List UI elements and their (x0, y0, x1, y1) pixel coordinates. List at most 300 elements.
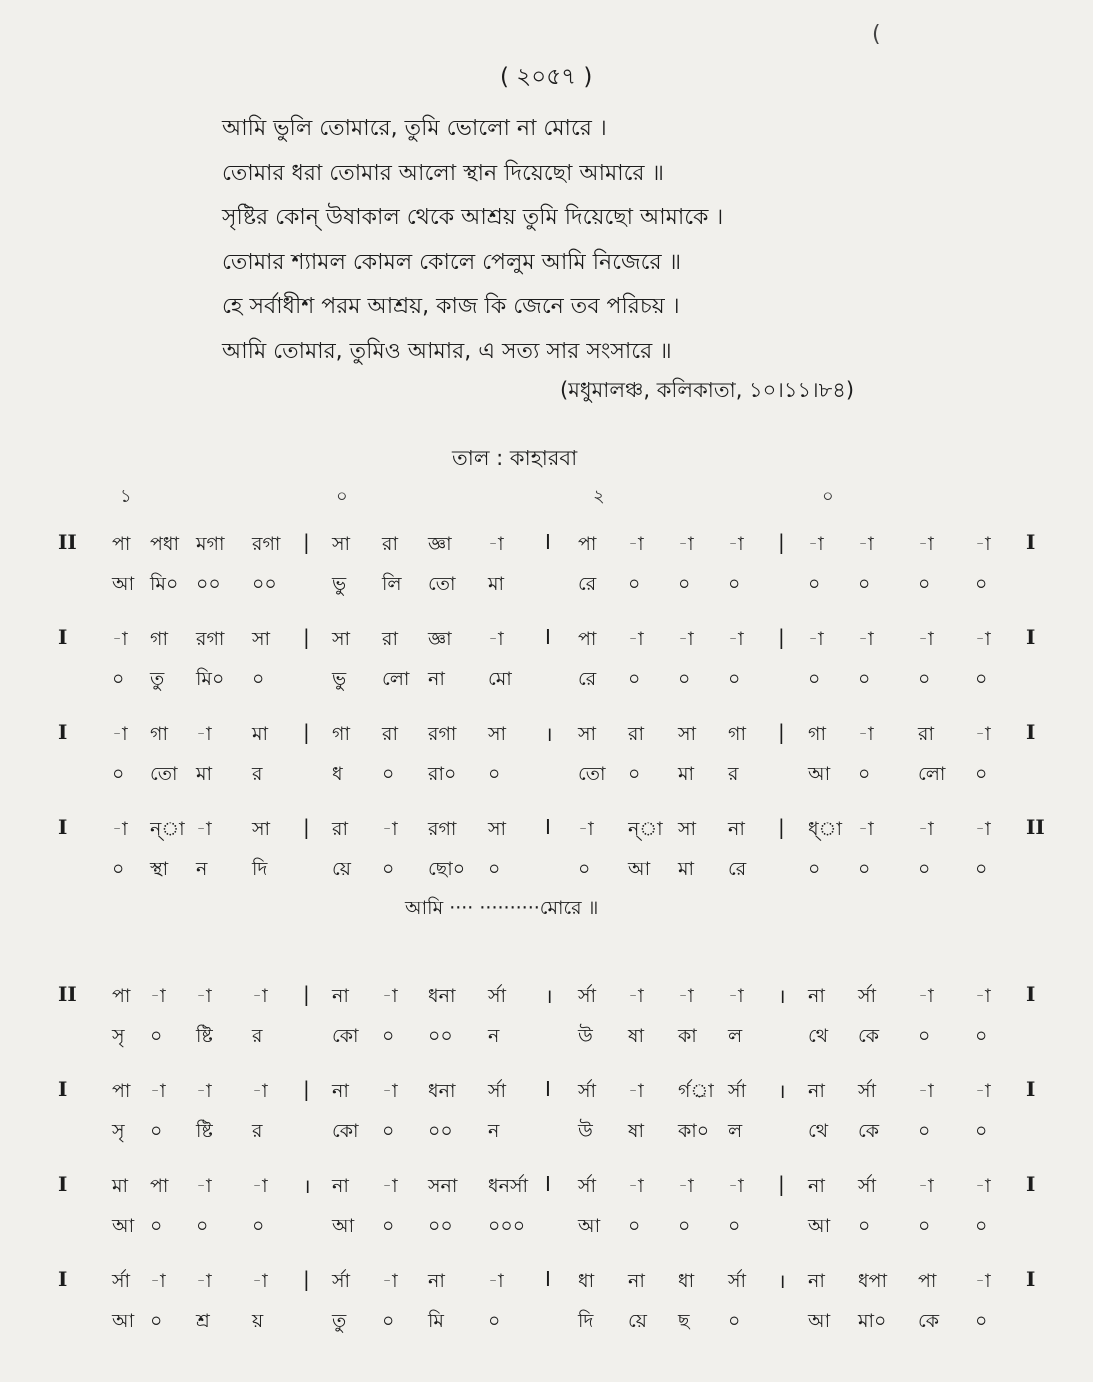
beat-markers (0, 482, 1093, 512)
division-bar: | (778, 530, 785, 554)
swara-note: -া (918, 1175, 934, 1197)
lyric-syllable: ০০ (428, 1025, 453, 1047)
division-bar: | (778, 625, 785, 649)
lyric-syllable: শ্র (196, 1310, 210, 1332)
swara-note: -া (150, 1080, 166, 1102)
lyric-syllable: থে (808, 1120, 829, 1142)
lyric-row (0, 1307, 1093, 1343)
lyric-syllable: ০ (382, 1215, 395, 1237)
swara-note: পা (150, 1175, 169, 1197)
lyric-syllable: তো (428, 573, 456, 595)
division-bar: | (303, 815, 310, 839)
swara-note: -া (196, 985, 212, 1007)
swara-note: -া (918, 533, 934, 555)
swara-row (0, 625, 1093, 661)
swara-note: ধা (678, 1270, 695, 1292)
swara-note: ধনা (428, 1080, 456, 1102)
lyric-syllable: কো (332, 1025, 359, 1047)
lyric-syllable: ষা (628, 1120, 644, 1142)
division-bar: | (303, 982, 310, 1006)
line-end-bar: I (1026, 982, 1036, 1006)
lyric-syllable: কো (332, 1120, 359, 1142)
beat-marker: ১ (120, 486, 132, 507)
lyric-syllable: লি (382, 573, 402, 595)
swara-note: -া (488, 533, 504, 555)
lyric-syllable: ০ (196, 1215, 209, 1237)
lyric-line: তোমার শ্যামল কোমল কোলে পেলুম আমি নিজেরে ॥ (222, 249, 682, 275)
swara-note: র্সা (112, 1270, 131, 1292)
lyric-syllable: ০ (975, 1310, 988, 1332)
line-start-bar: I (58, 815, 68, 839)
swara-note: রা (382, 628, 398, 650)
swara-note: ধ্া (808, 818, 842, 840)
lyric-line: আমি ভুলি তোমারে, তুমি ভোলো না মোরে । (222, 116, 607, 141)
lyric-row (0, 665, 1093, 701)
lyric-syllable: রা০ (428, 763, 457, 785)
notation-line (0, 972, 1093, 1067)
lyric-syllable: সৃ (112, 1120, 125, 1142)
division-bar: । (778, 1269, 786, 1293)
lyric-syllable: ল (728, 1025, 743, 1047)
swara-note: সা (578, 723, 597, 745)
line-end-bar: I (1026, 720, 1036, 744)
swara-note: রগা (252, 533, 281, 555)
lyric-syllable: ০ (150, 1025, 163, 1047)
lyric-line: আমি তোমার, তুমিও আমার, এ সত্য সার সংসারে ॥ (222, 338, 672, 364)
refrain-marker: আমি ···· ··········মোরে ॥ (405, 897, 599, 919)
lyric-syllable: ০ (918, 858, 931, 880)
lyric-syllable: ০ (858, 573, 871, 595)
swara-note: -া (382, 1080, 398, 1102)
swara-note: সা (252, 628, 271, 650)
lyric-syllable: ০ (728, 1215, 741, 1237)
notation-line (0, 615, 1093, 710)
song-lyrics (222, 110, 982, 377)
lyric-row (0, 1117, 1093, 1153)
lyric-syllable: ০ (728, 573, 741, 595)
lyric-syllable: ০ (488, 858, 501, 880)
swara-note: -া (678, 533, 694, 555)
swara-note: রা (918, 723, 934, 745)
lyric-syllable: আ (332, 1215, 355, 1237)
swara-note: ন্া (150, 818, 185, 840)
swara-note: রা (382, 533, 398, 555)
swara-note: -া (196, 1080, 212, 1102)
lyric-syllable: উ (578, 1025, 593, 1047)
lyric-row (0, 1022, 1093, 1058)
swara-note: পা (578, 628, 597, 650)
swara-note: র্গর্া (678, 1080, 714, 1102)
lyric-syllable: ০ (728, 1310, 741, 1332)
lyric-syllable: ভু (332, 573, 347, 595)
lyric-syllable: ০০ (428, 1215, 453, 1237)
lyric-syllable: তু (332, 1310, 347, 1332)
lyric-syllable: তো (150, 763, 178, 785)
lyric-syllable: ধ (332, 763, 343, 785)
swara-note: -া (196, 1175, 212, 1197)
lyric-syllable: ০ (678, 1215, 691, 1237)
swara-note: রগা (428, 723, 457, 745)
division-bar: I (545, 625, 551, 649)
swara-note: সনা (428, 1175, 458, 1197)
swara-note: ধনর্সা (488, 1175, 529, 1197)
swara-note: সা (332, 628, 351, 650)
lyric-syllable: ০ (918, 1215, 931, 1237)
lyric-syllable: ০ (975, 1025, 988, 1047)
lyric-syllable: ০০ (252, 573, 277, 595)
lyric-line: হে সর্বাধীশ পরম আশ্রয়, কাজ কি জেনে তব পরিচয় । (222, 294, 680, 319)
swara-note: জ্ঞা (428, 533, 452, 555)
division-bar: । (778, 1079, 786, 1103)
lyric-syllable: ০ (808, 573, 821, 595)
swara-note: -া (196, 818, 212, 840)
lyric-syllable: মা (678, 763, 695, 785)
beat-marker: ০ (336, 486, 348, 507)
swara-note: সা (488, 818, 507, 840)
swara-note: র্সা (488, 1080, 507, 1102)
swara-note: না (808, 1270, 825, 1292)
lyric-row (0, 855, 1093, 891)
swara-note: -া (975, 818, 991, 840)
swara-note: রা (382, 723, 398, 745)
lyric-syllable: ০ (150, 1215, 163, 1237)
lyric-syllable: ০ (808, 858, 821, 880)
swara-note: না (332, 1080, 349, 1102)
line-start-bar: I (58, 720, 68, 744)
lyric-syllable: আ (112, 1310, 135, 1332)
swara-note: -া (975, 1270, 991, 1292)
lyric-syllable: র (252, 763, 263, 785)
lyric-syllable: মা (488, 573, 505, 595)
division-bar: | (303, 1267, 310, 1291)
swara-note: -া (628, 628, 644, 650)
lyric-syllable: ০ (858, 1215, 871, 1237)
swara-note: -া (628, 985, 644, 1007)
swara-note: -া (975, 628, 991, 650)
lyric-syllable: কা০ (678, 1120, 710, 1142)
lyric-syllable: না (428, 668, 445, 690)
lyric-syllable: ০ (628, 573, 641, 595)
swara-note: -া (858, 628, 874, 650)
swara-note: -া (975, 1175, 991, 1197)
swara-note: -া (678, 1175, 694, 1197)
line-end-bar: I (1026, 625, 1036, 649)
lyric-syllable: ০ (858, 668, 871, 690)
swara-note: -া (252, 1080, 268, 1102)
swara-note: মা (112, 1175, 129, 1197)
swara-note: -া (150, 985, 166, 1007)
swara-note: -া (252, 1270, 268, 1292)
swara-note: -া (112, 723, 128, 745)
beat-marker: ০ (822, 486, 834, 507)
swara-note: -া (975, 533, 991, 555)
lyric-syllable: আ (628, 858, 651, 880)
page-number: ( ২০৫৭ ) (500, 64, 593, 90)
swara-note: -া (678, 985, 694, 1007)
corner-mark: ( (872, 22, 881, 47)
lyric-syllable: ০০০ (488, 1215, 526, 1237)
lyric-syllable: ০ (150, 1310, 163, 1332)
swara-note: রা (628, 723, 644, 745)
division-bar: । (303, 1174, 311, 1198)
division-bar: I (545, 1267, 551, 1291)
lyric-syllable: আ (112, 1215, 135, 1237)
division-bar: । (545, 984, 553, 1008)
lyric-syllable: ষ্টি (196, 1120, 213, 1142)
swara-note: না (808, 1080, 825, 1102)
swara-note: রগা (428, 818, 457, 840)
composition-source: (মধুমালঞ্চ, কলিকাতা, ১০।১১।৮৪) (560, 378, 855, 402)
swara-row (0, 982, 1093, 1018)
lyric-syllable: ০ (252, 1215, 265, 1237)
swara-note: -া (578, 818, 594, 840)
lyric-row (0, 760, 1093, 796)
swara-note: গা (150, 628, 168, 650)
line-end-bar: I (1026, 1172, 1036, 1196)
lyric-syllable: ষা (628, 1025, 644, 1047)
lyric-syllable: কা (678, 1025, 697, 1047)
lyric-syllable: ০০ (428, 1120, 453, 1142)
line-end-bar: I (1026, 530, 1036, 554)
swara-note: -া (808, 533, 824, 555)
lyric-syllable: রে (728, 858, 747, 880)
lyric-syllable: ০ (678, 668, 691, 690)
lyric-syllable: কে (918, 1310, 940, 1332)
lyric-syllable: ০ (858, 763, 871, 785)
swara-note: -া (628, 533, 644, 555)
lyric-syllable: ০ (975, 763, 988, 785)
swara-note: -া (382, 1270, 398, 1292)
lyric-syllable: দি (252, 858, 268, 880)
lyric-syllable: আ (808, 1310, 831, 1332)
lyric-syllable: ০ (488, 1310, 501, 1332)
lyric-syllable: ০ (382, 1120, 395, 1142)
beat-marker: ২ (593, 486, 605, 507)
lyric-syllable: ০ (628, 668, 641, 690)
lyric-syllable: থে (808, 1025, 829, 1047)
lyric-syllable: ০ (975, 1120, 988, 1142)
swara-note: -া (196, 1270, 212, 1292)
notation-line (0, 805, 1093, 900)
lyric-syllable: ০ (975, 573, 988, 595)
swara-note: ন্া (628, 818, 663, 840)
lyric-syllable: মা (678, 858, 695, 880)
notation-line (0, 710, 1093, 805)
swara-note: -া (628, 1080, 644, 1102)
lyric-syllable: ০ (382, 1025, 395, 1047)
division-bar: I (545, 1077, 551, 1101)
swara-row (0, 1267, 1093, 1303)
swara-note: না (808, 985, 825, 1007)
swara-note: জ্ঞা (428, 628, 452, 650)
notation-line (0, 1067, 1093, 1162)
swara-note: রা (332, 818, 348, 840)
swara-note: -া (858, 723, 874, 745)
lyric-syllable: আ (808, 1215, 831, 1237)
swara-note: -া (858, 533, 874, 555)
swara-note: র্সা (578, 1175, 597, 1197)
swaralipi-notation (0, 520, 1093, 1352)
line-start-bar: I (58, 1267, 68, 1291)
swara-note: -া (728, 533, 744, 555)
division-bar: I (545, 530, 551, 554)
lyric-syllable: মি (428, 1310, 444, 1332)
swara-note: -া (252, 985, 268, 1007)
swara-row (0, 815, 1093, 851)
swara-note: না (628, 1270, 645, 1292)
swara-note: পা (112, 1080, 131, 1102)
swara-note: পা (578, 533, 597, 555)
lyric-syllable: র (728, 763, 739, 785)
swara-note: -া (112, 818, 128, 840)
swara-note: গা (332, 723, 350, 745)
lyric-syllable: ০ (678, 573, 691, 595)
lyric-syllable: মা (196, 763, 213, 785)
swara-note: র্সা (488, 985, 507, 1007)
swara-note: -া (382, 985, 398, 1007)
notation-line (0, 1162, 1093, 1257)
swara-note: -া (728, 628, 744, 650)
swara-note: পা (112, 985, 131, 1007)
swara-note: -া (975, 1080, 991, 1102)
lyric-syllable: ন (196, 858, 208, 880)
swara-note: -া (858, 818, 874, 840)
swara-note: -া (382, 1175, 398, 1197)
swara-note: র্সা (332, 1270, 351, 1292)
lyric-syllable: তো (578, 763, 606, 785)
swara-row (0, 1077, 1093, 1113)
lyric-syllable: কে (858, 1120, 880, 1142)
lyric-syllable: ০ (975, 858, 988, 880)
line-start-bar: II (58, 982, 77, 1006)
lyric-syllable: র (252, 1120, 263, 1142)
swara-note: মা (252, 723, 269, 745)
lyric-syllable: ন (488, 1120, 500, 1142)
swara-row (0, 530, 1093, 566)
line-end-bar: I (1026, 1077, 1036, 1101)
lyric-syllable: ০ (382, 1310, 395, 1332)
swara-note: র্সা (728, 1270, 747, 1292)
division-bar: । (778, 984, 786, 1008)
lyric-syllable: ০ (578, 858, 591, 880)
tala-heading: তাল : কাহারবা (452, 446, 578, 470)
lyric-syllable: ০ (112, 858, 125, 880)
lyric-syllable: ভু (332, 668, 347, 690)
lyric-syllable: ০০ (196, 573, 221, 595)
swara-note: না (428, 1270, 445, 1292)
swara-note: -া (728, 1175, 744, 1197)
swara-note: -া (975, 985, 991, 1007)
swara-note: র্সা (578, 1080, 597, 1102)
line-start-bar: II (58, 530, 77, 554)
division-bar: | (778, 815, 785, 839)
lyric-syllable: ০ (112, 668, 125, 690)
notation-line (0, 1257, 1093, 1352)
swara-note: ধনা (428, 985, 456, 1007)
lyric-syllable: দি (578, 1310, 594, 1332)
lyric-syllable: য়ে (332, 858, 351, 880)
swara-note: সা (488, 723, 507, 745)
swara-note: -া (252, 1175, 268, 1197)
swara-note: -া (918, 1080, 934, 1102)
lyric-syllable: ছ (678, 1310, 690, 1332)
swara-note: -া (918, 818, 934, 840)
lyric-syllable: ০ (975, 1215, 988, 1237)
swara-note: -া (488, 628, 504, 650)
lyric-line: সৃষ্টির কোন্ উষাকাল থেকে আশ্রয় তুমি দিয়েছো আমাকে । (222, 205, 724, 230)
lyric-row (0, 570, 1093, 606)
swara-note: মগা (196, 533, 225, 555)
swara-note: -া (382, 818, 398, 840)
division-bar: | (303, 1077, 310, 1101)
lyric-syllable: ০ (382, 858, 395, 880)
lyric-syllable: ০ (918, 1025, 931, 1047)
swara-note: না (728, 818, 745, 840)
lyric-syllable: রে (578, 668, 597, 690)
swara-note: র্সা (858, 1080, 877, 1102)
lyric-syllable: মো (488, 668, 512, 690)
lyric-syllable: য়ে (628, 1310, 647, 1332)
lyric-syllable: ০ (112, 763, 125, 785)
division-bar: | (303, 530, 310, 554)
swara-note: সা (252, 818, 271, 840)
swara-note: না (808, 1175, 825, 1197)
lyric-syllable: ল (728, 1120, 743, 1142)
division-bar: | (778, 1172, 785, 1196)
division-bar: । (545, 722, 553, 746)
swara-note: -া (628, 1175, 644, 1197)
division-bar: | (778, 720, 785, 744)
division-bar: I (545, 1172, 551, 1196)
lyric-syllable: সৃ (112, 1025, 125, 1047)
swara-note: পধা (150, 533, 180, 555)
swara-note: গা (150, 723, 168, 745)
lyric-syllable: মি০ (150, 573, 179, 595)
lyric-line: তোমার ধরা তোমার আলো স্থান দিয়েছো আমারে ॥ (222, 160, 664, 186)
swara-note: না (332, 1175, 349, 1197)
lyric-syllable: কে (858, 1025, 880, 1047)
lyric-syllable: ০ (728, 668, 741, 690)
lyric-syllable: স্থা (150, 858, 169, 880)
lyric-syllable: র (252, 1025, 263, 1047)
swara-note: র্সা (728, 1080, 747, 1102)
swara-note: -া (808, 628, 824, 650)
swara-note: গা (728, 723, 746, 745)
swara-note: রগা (196, 628, 225, 650)
division-bar: | (303, 625, 310, 649)
swara-note: গা (808, 723, 826, 745)
swara-note: -া (678, 628, 694, 650)
swara-note: র্সা (858, 1175, 877, 1197)
lyric-syllable: ০ (628, 763, 641, 785)
lyric-syllable: মি০ (196, 668, 225, 690)
swara-note: -া (918, 985, 934, 1007)
notation-line (0, 520, 1093, 615)
swara-note: ধপা (858, 1270, 888, 1292)
line-end-bar: I (1026, 1267, 1036, 1291)
lyric-syllable: তু (150, 668, 165, 690)
lyric-syllable: ০ (808, 668, 821, 690)
lyric-syllable: ছো০ (428, 858, 466, 880)
swara-note: -া (975, 723, 991, 745)
swara-note: না (332, 985, 349, 1007)
lyric-syllable: লো (382, 668, 410, 690)
swara-row (0, 720, 1093, 756)
swara-note: ধা (578, 1270, 595, 1292)
swara-note: সা (678, 818, 697, 840)
lyric-syllable: ষ্টি (196, 1025, 213, 1047)
lyric-syllable: ০ (628, 1215, 641, 1237)
